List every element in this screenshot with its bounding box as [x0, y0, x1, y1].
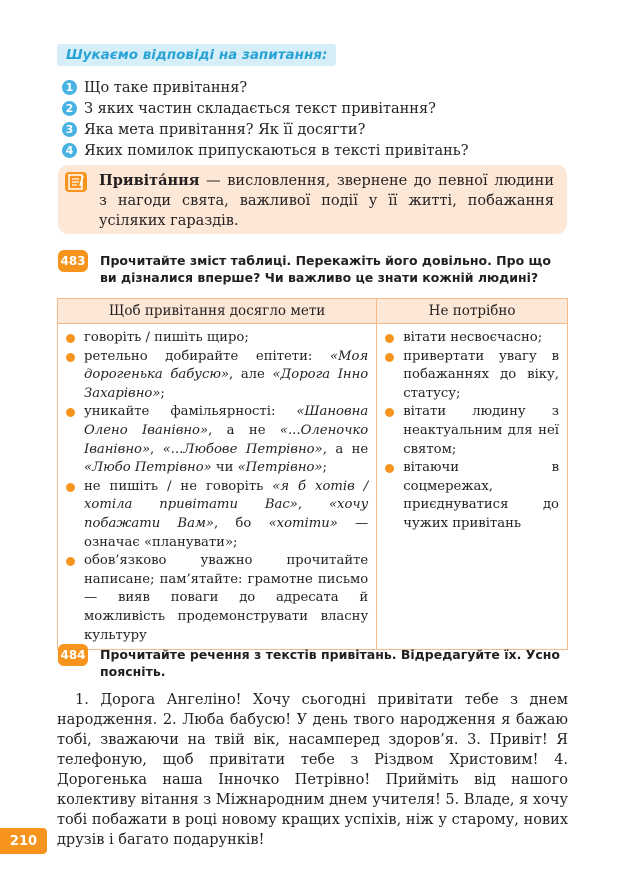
example-phrase: «...Любове Петрівно» — [162, 441, 323, 457]
example-phrase: «...Олeночко Іванівно» — [84, 422, 369, 457]
question-item — [62, 98, 582, 119]
questions-list — [62, 77, 582, 161]
question-item — [62, 119, 582, 140]
bullet-item — [66, 552, 368, 645]
page-number: 210 — [0, 828, 47, 854]
bullet-text: говоріть / пишіть щиро; — [84, 330, 249, 345]
bullet-text: , — [297, 497, 329, 513]
bullet-text: уникайте фамільярності: — [84, 404, 297, 420]
definition-box — [58, 165, 567, 234]
question-number-badge: 4 — [62, 143, 77, 158]
bullet-item: вітати людину з неактуальним для неї святом; — [385, 403, 559, 459]
bullet-text: , а не — [208, 422, 280, 438]
example-phrase: «Моя дорогенька бабусю» — [84, 348, 369, 383]
exercise-instruction: Прочитайте зміст таблиці. Перекажіть його довільно. Про що ви дізналися вперше? Чи важливо це знати кожній людині? — [100, 253, 551, 285]
bullet-text: обов’язково уважно прочитайте написане; пам’ятайте: грамотне письмо — вияв поваги до адресата й можливість продемонструвати власну культуру — [84, 553, 369, 643]
definition-body: — висловлення, звернене до певної людини з нагоди свята, важливої події у її житті, побажання усіляких гараздів. — [99, 173, 554, 229]
bullet-text: ретельно добирайте епітети: — [84, 348, 330, 364]
question-number-badge: 1 — [62, 80, 77, 95]
bullet-item — [66, 478, 368, 552]
bullet-item — [66, 329, 368, 348]
question-text: Що таке привітання? — [84, 79, 248, 96]
bullet-text: чи — [211, 460, 238, 476]
bullet-text: , — [150, 441, 163, 457]
bullet-text: , але — [229, 367, 273, 383]
bullet-text: — означає «планувати»; — [84, 515, 369, 550]
exercise-instruction: Прочитайте речення з текстів привітань. Відредагуйте їх. Усно поясніть. — [100, 647, 560, 679]
bullet-item: привертати увагу в побажаннях до віку, статусу; — [385, 348, 559, 404]
question-item — [62, 77, 582, 98]
example-phrase: «хотіти» — [268, 515, 338, 531]
example-phrase: «Шановна Олено Іванівно» — [84, 404, 369, 438]
example-phrase: «Дорога Інно Захарівно» — [84, 367, 369, 401]
definition-term: Привіта́ння — [99, 172, 200, 189]
example-phrase: «я б хотів / хотіла привітати Вас» — [84, 478, 369, 513]
table-cell-dont — [377, 324, 568, 650]
bullet-text: ; — [160, 385, 165, 401]
question-text: Яких помилок припускаються в тексті привітань? — [84, 142, 469, 159]
question-item — [62, 140, 582, 161]
definition-text — [99, 171, 554, 231]
table-cell-do — [58, 324, 377, 650]
example-phrase: «Любо Петрівно» — [84, 460, 212, 476]
bullet-text: , бо — [214, 515, 269, 531]
question-text: З яких частин складається текст привітання? — [84, 100, 436, 117]
question-number-badge: 2 — [62, 101, 77, 116]
bullet-text: не пишіть / не говоріть — [84, 478, 273, 494]
question-number-badge: 3 — [62, 122, 77, 137]
bullet-item: вітати несвоєчасно; — [385, 329, 559, 348]
table-header-not-needed: Не потрібно — [377, 299, 568, 324]
question-text: Яка мета привітання? Як її досягти? — [84, 121, 366, 138]
example-phrase: «Петрівно» — [237, 460, 323, 476]
bullet-item: вітаючи в соцмережах, приєднуватися до чужих привітань — [385, 459, 559, 533]
exercise-sentences: 1. Дорога Ангеліно! Хочу сьогодні привітати тебе з днем народження. 2. Люба бабусю! У день твого народження я бажаю тобі, зважаючи на твій вік, насамперед здоров’я. 3. Привіт! Я телефоную, щоб привітати тебе з Різдвом Христовим! 4. Дорогенька наша Інночко Петрівно! Прийміть від нашого колективу вітання з Міжнародним днем учителя! 5. Владе, я хочу тобі побажати в році новому кращих успіхів, ніж у старому, нових друзів і багато подарунків! — [57, 692, 568, 848]
example-phrase: «хочу побажати Вам» — [84, 497, 369, 531]
bullet-item — [66, 403, 368, 477]
bullet-item — [66, 348, 368, 404]
exercise-number-badge: 484 — [58, 644, 88, 666]
questions-header: Шукаємо відповіді на запитання: — [57, 44, 336, 66]
exercise-number-badge: 483 — [58, 250, 88, 272]
table-header-goal: Щоб привітання досягло мети — [58, 299, 377, 324]
notebook-icon — [65, 172, 87, 192]
greeting-rules-table — [57, 298, 568, 650]
bullet-text: ; — [322, 460, 327, 476]
bullet-text: , а не — [322, 441, 369, 457]
